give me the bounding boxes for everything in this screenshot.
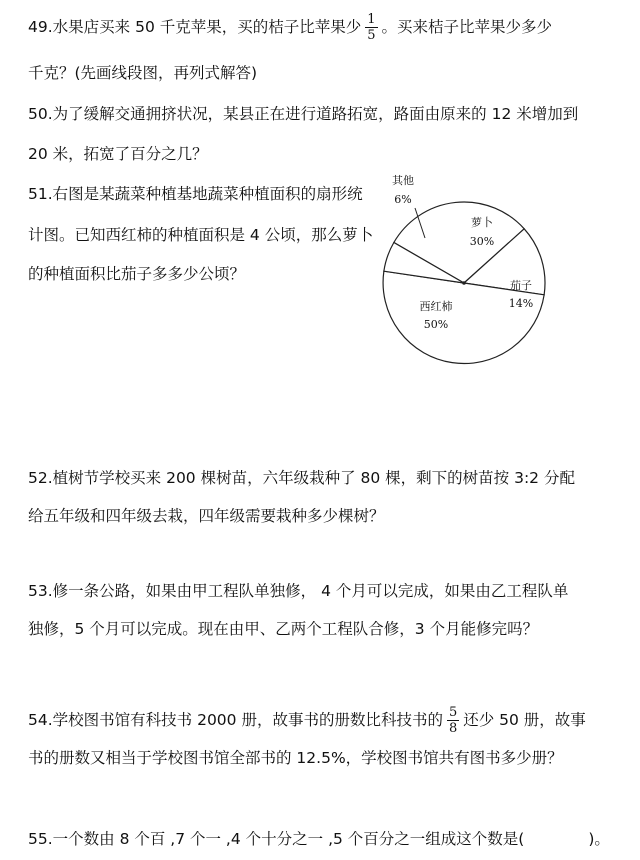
q54-text-part1: 54.学校图书馆有科技书 2000 册，故事书的册数比科技书的 — [28, 711, 443, 729]
q49-text-part1: 49.水果店买来 50 千克苹果，买的桔子比苹果少 — [28, 18, 362, 36]
pie-label-percent-1: 14% — [508, 297, 534, 310]
pie-label-name-0: 萝卜 — [471, 216, 493, 229]
question-49-line1 — [28, 12, 552, 43]
q55-text-part1: 55.一个数由 8 个百 ,7 个一 ,4 个十分之一 ,5 个百分之一组成这个数是( — [28, 830, 525, 848]
fraction-one-fifth — [365, 12, 377, 43]
q54-text-part2: 还少 50 册，故事 — [463, 711, 586, 729]
fraction-denominator: 8 — [448, 721, 458, 736]
pie-label-name-1: 茄子 — [510, 279, 532, 292]
question-54-line2: 书的册数又相当于学校图书馆全部书的 12.5%，学校图书馆共有图书多少册？ — [28, 749, 563, 767]
fraction-five-eighths — [447, 705, 459, 736]
fraction-denominator: 5 — [367, 28, 376, 43]
question-53-line2: 独修，5 个月可以完成。现在由甲、乙两个工程队合修，3 个月能修完吗？ — [28, 620, 539, 638]
question-50-line2: 20 米，拓宽了百分之几？ — [28, 145, 208, 163]
question-52-line2: 给五年级和四年级去栽，四年级需要栽种多少棵树？ — [28, 507, 385, 525]
question-49-line2: 千克？(先画线段图，再列式解答) — [28, 64, 258, 82]
q49-text-part2: 。买来桔子比苹果少多少 — [381, 18, 553, 36]
question-53-line1: 53.修一条公路，如果由甲工程队单独修， 4 个月可以完成，如果由乙工程队单 — [28, 582, 569, 600]
question-51-line1: 51.右图是某蔬菜种植基地蔬菜种植面积的扇形统 — [28, 185, 363, 203]
pie-center-dot — [462, 281, 466, 285]
pie-label-percent-0: 30% — [469, 235, 495, 248]
pie-label-percent-3: 6% — [394, 193, 412, 206]
fraction-numerator: 1 — [367, 12, 376, 27]
question-51-line2: 计图。已知西红柿的种植面积是 4 公顷，那么萝卜 — [28, 226, 374, 244]
q55-text-part2: )。 — [588, 830, 610, 848]
question-54-line1 — [28, 705, 586, 736]
question-50-line1: 50.为了缓解交通拥挤状况，某县正在进行道路拓宽，路面由原来的 12 米增加到 — [28, 105, 579, 123]
question-55-line1 — [28, 829, 610, 849]
question-51-line3: 的种植面积比茄子多多少公顷？ — [28, 265, 246, 283]
pie-label-percent-2: 50% — [423, 318, 449, 331]
pie-label-name-2: 西红柿 — [419, 300, 453, 313]
question-52-line1: 52.植树节学校买来 200 棵树苗，六年级栽种了 80 棵，剩下的树苗按 3:2 分配 — [28, 469, 575, 487]
fraction-numerator: 5 — [448, 705, 458, 720]
vegetable-pie-chart — [370, 168, 560, 368]
pie-label-name-3: 其他 — [392, 174, 414, 187]
